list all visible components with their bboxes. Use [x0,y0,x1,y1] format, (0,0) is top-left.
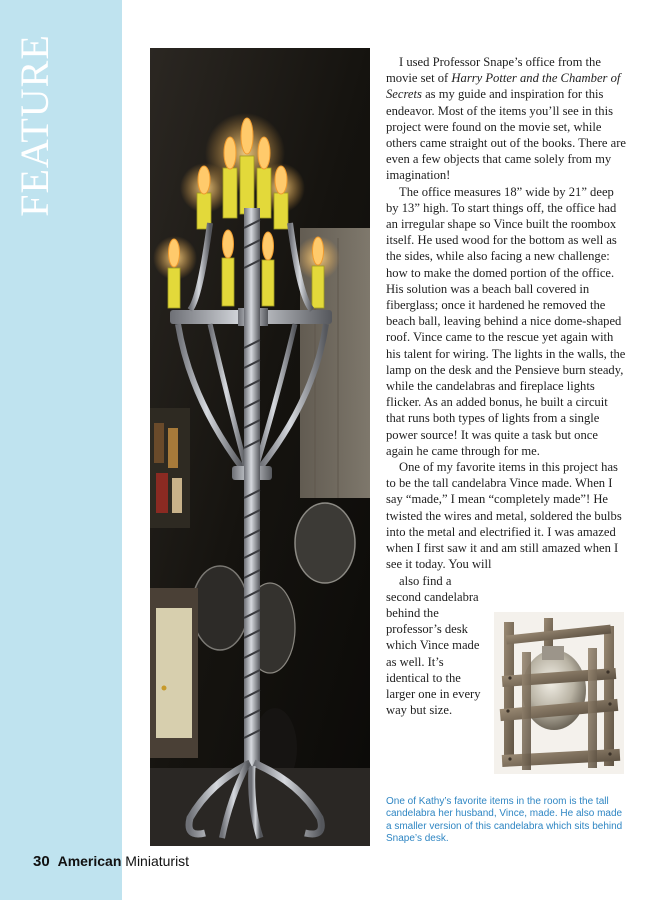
page-footer [33,853,189,870]
wrapped-text-block [386,573,486,719]
article-paragraph-continued: also find a second candelabra behind the professor’s desk which Vince made as well. It’s identical to the larger one in every way but size. [386,573,481,718]
publication-name-first: American [57,853,122,869]
section-label: FEATURE [11,33,57,217]
small-candelabra-photo [494,612,624,774]
publication-name-second: Miniaturist [125,853,190,869]
article-paragraph: The office measures 18” wide by 21” deep by 13” high. To start things off, the office had an irregular shape so Vince built the roombox itself. He used wood for the bottom as well as the sides, while also facing a new challenge: how to make the domed portion of the office. His solution was a beach ball covered in fiberglass; once it hardened he removed the beach ball, leaving behind a nice dome-shaped roof. Vince came to the rescue yet again with his talent for wiring. The lights in the walls, the lamp on the desk and the Pensieve burn steady, while the candelabras and fireplace lights flicker. As an added bonus, he built a circuit that runs both types of lights from a single power source! It was quite a task but once again he came through for me. [386,184,626,458]
candelabra-photo [150,48,370,846]
page-number: 30 [33,853,50,870]
article-paragraph: One of my favorite items in this project has to be the tall candelabra Vince made. When I say “made,” I mean “completely made”! He twisted the wires and metal, soldered the bulbs into the metal and electrified it. I was amazed when I first saw it and am still amazed when I see it today. You will [386,460,622,572]
photo-caption: One of Kathy’s favorite items in the room is the tall candelabra her husband, Vince, made. He also made a smaller version of this candelabra which sits behind Snape’s desk. [386,796,623,845]
article-paragraph: I used Professor Snape’s office from the movie set of Harry Potter and the Chamber of Secrets as my guide and inspiration for this endeavor. Most of the items you’ll see in this project were found on the movie set, while others came straight out of the books. There are even a few objects that came solely from my imagination! [386,55,627,183]
